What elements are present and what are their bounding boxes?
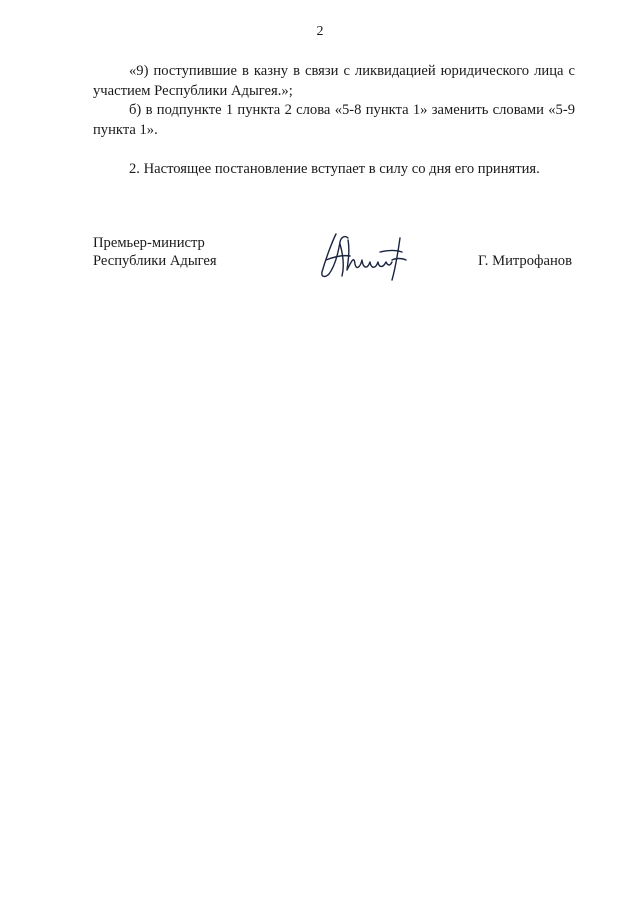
paragraph-effective-date: 2. Настоящее постановление вступает в силу со дня его принятия. [129, 160, 540, 177]
signatory-name: Г. Митрофанов [478, 253, 572, 269]
paragraph-subitem-b: б) в подпункте 1 пункта 2 слова «5-8 пункта 1» заменить словами «5-9 пункта 1». [93, 102, 575, 138]
paragraph-item-9: «9) поступившие в казну в связи с ликвидацией юридического лица с участием Республики Адыгея.»; [93, 63, 575, 99]
document-body [93, 62, 575, 179]
signatory-title [93, 234, 217, 270]
page-number: 2 [316, 24, 324, 39]
signatory-title-line2: Республики Адыгея [93, 253, 217, 269]
handwritten-signature [318, 228, 418, 284]
signatory-title-line1: Премьер-министр [93, 235, 205, 251]
